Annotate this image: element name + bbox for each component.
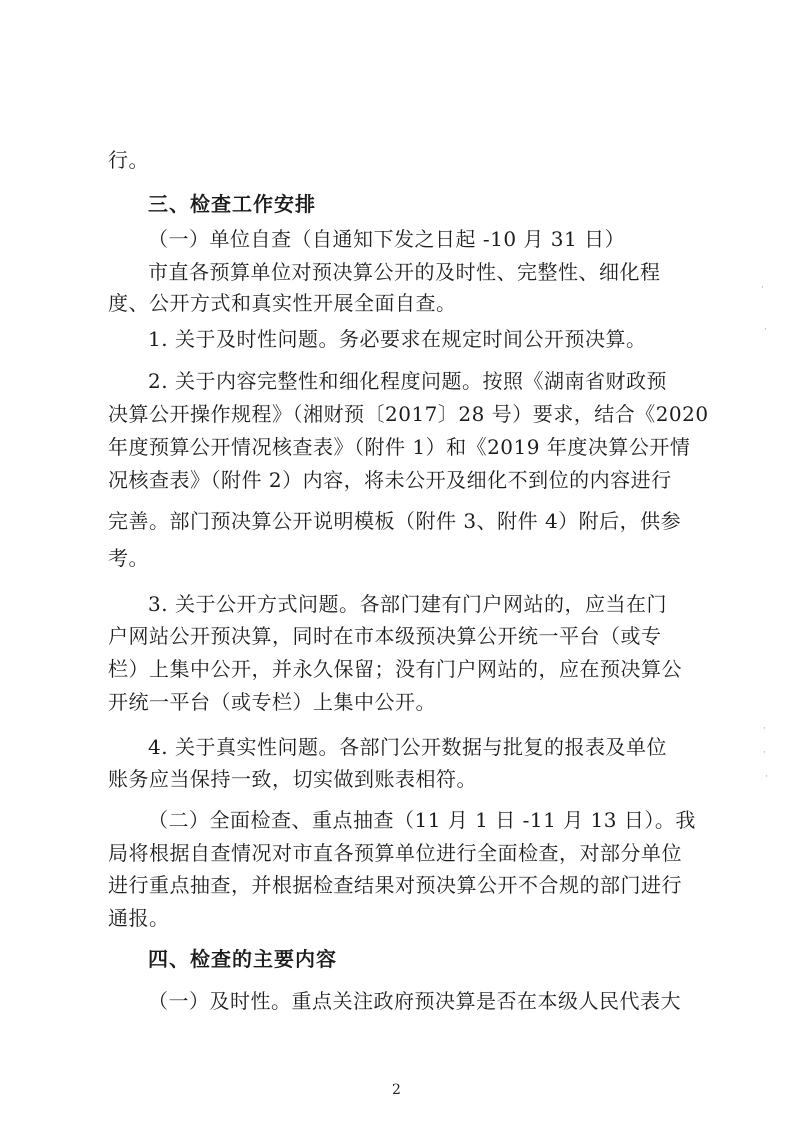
text-line: 1. 关于及时性问题。务必要求在规定时间公开预决算。 (148, 327, 647, 351)
text-line: 账务应当保持一致，切实做到账表相符。 (108, 767, 477, 791)
section-heading-3: 三、检查工作安排 (148, 192, 316, 216)
text-line: 况核查表》（附件 2）内容，将未公开及细化不到位的内容进行 (108, 468, 672, 492)
text-line: 局将根据自查情况对市直各预算单位进行全面检查，对部分单位 (108, 841, 682, 865)
text-line: 市直各预算单位对预决算公开的及时性、完整性、细化程 (148, 260, 661, 284)
subsection-heading: （一）单位自查（自通知下发之日起 -10 月 31 日） (148, 227, 626, 251)
text-line: 通报。 (108, 906, 170, 930)
text-line: 栏）上集中公开，并永久保留；没有门户网站的，应在预决算公 (108, 657, 682, 681)
scan-speck: · (763, 748, 766, 758)
scan-speck: · (764, 325, 767, 335)
subsection-heading: （一）及时性。重点关注政府预决算是否在本级人民代表大 (148, 989, 681, 1013)
subsection-heading: （二）全面检查、重点抽查（11 月 1 日 -11 月 13 日）。我 (148, 808, 696, 832)
text-line: 年度预算公开情况核查表》（附件 1）和《2019 年度决算公开情 (108, 435, 691, 459)
text-line: 完善。部门预决算公开说明模板（附件 3、附件 4）附后，供参 (108, 509, 682, 533)
text-line: 行。 (108, 148, 149, 172)
text-line: 考。 (108, 546, 149, 570)
scan-speck: · (761, 283, 764, 293)
text-line: 3. 关于公开方式问题。各部门建有门户网站的，应当在门 (148, 592, 667, 616)
text-line: 2. 关于内容完整性和细化程度问题。按照《湖南省财政预 (148, 369, 667, 393)
text-line: 决算公开操作规程》（湘财预〔2017〕28 号）要求，结合《2020 (108, 402, 709, 426)
text-line: 4. 关于真实性问题。各部门公开数据与批复的报表及单位 (148, 735, 667, 759)
text-line: 度、公开方式和真实性开展全面自查。 (108, 291, 457, 315)
text-line: 户网站公开预决算，同时在市本级预决算公开统一平台（或专 (108, 624, 662, 648)
section-heading-4: 四、检查的主要内容 (148, 947, 337, 971)
text-line: 开统一平台（或专栏）上集中公开。 (108, 690, 436, 714)
text-line: 进行重点抽查，并根据检查结果对预决算公开不合规的部门进行 (108, 873, 682, 897)
scan-speck: · (765, 772, 768, 782)
page-number: 2 (392, 1082, 401, 1098)
scan-speck: · (763, 724, 766, 734)
